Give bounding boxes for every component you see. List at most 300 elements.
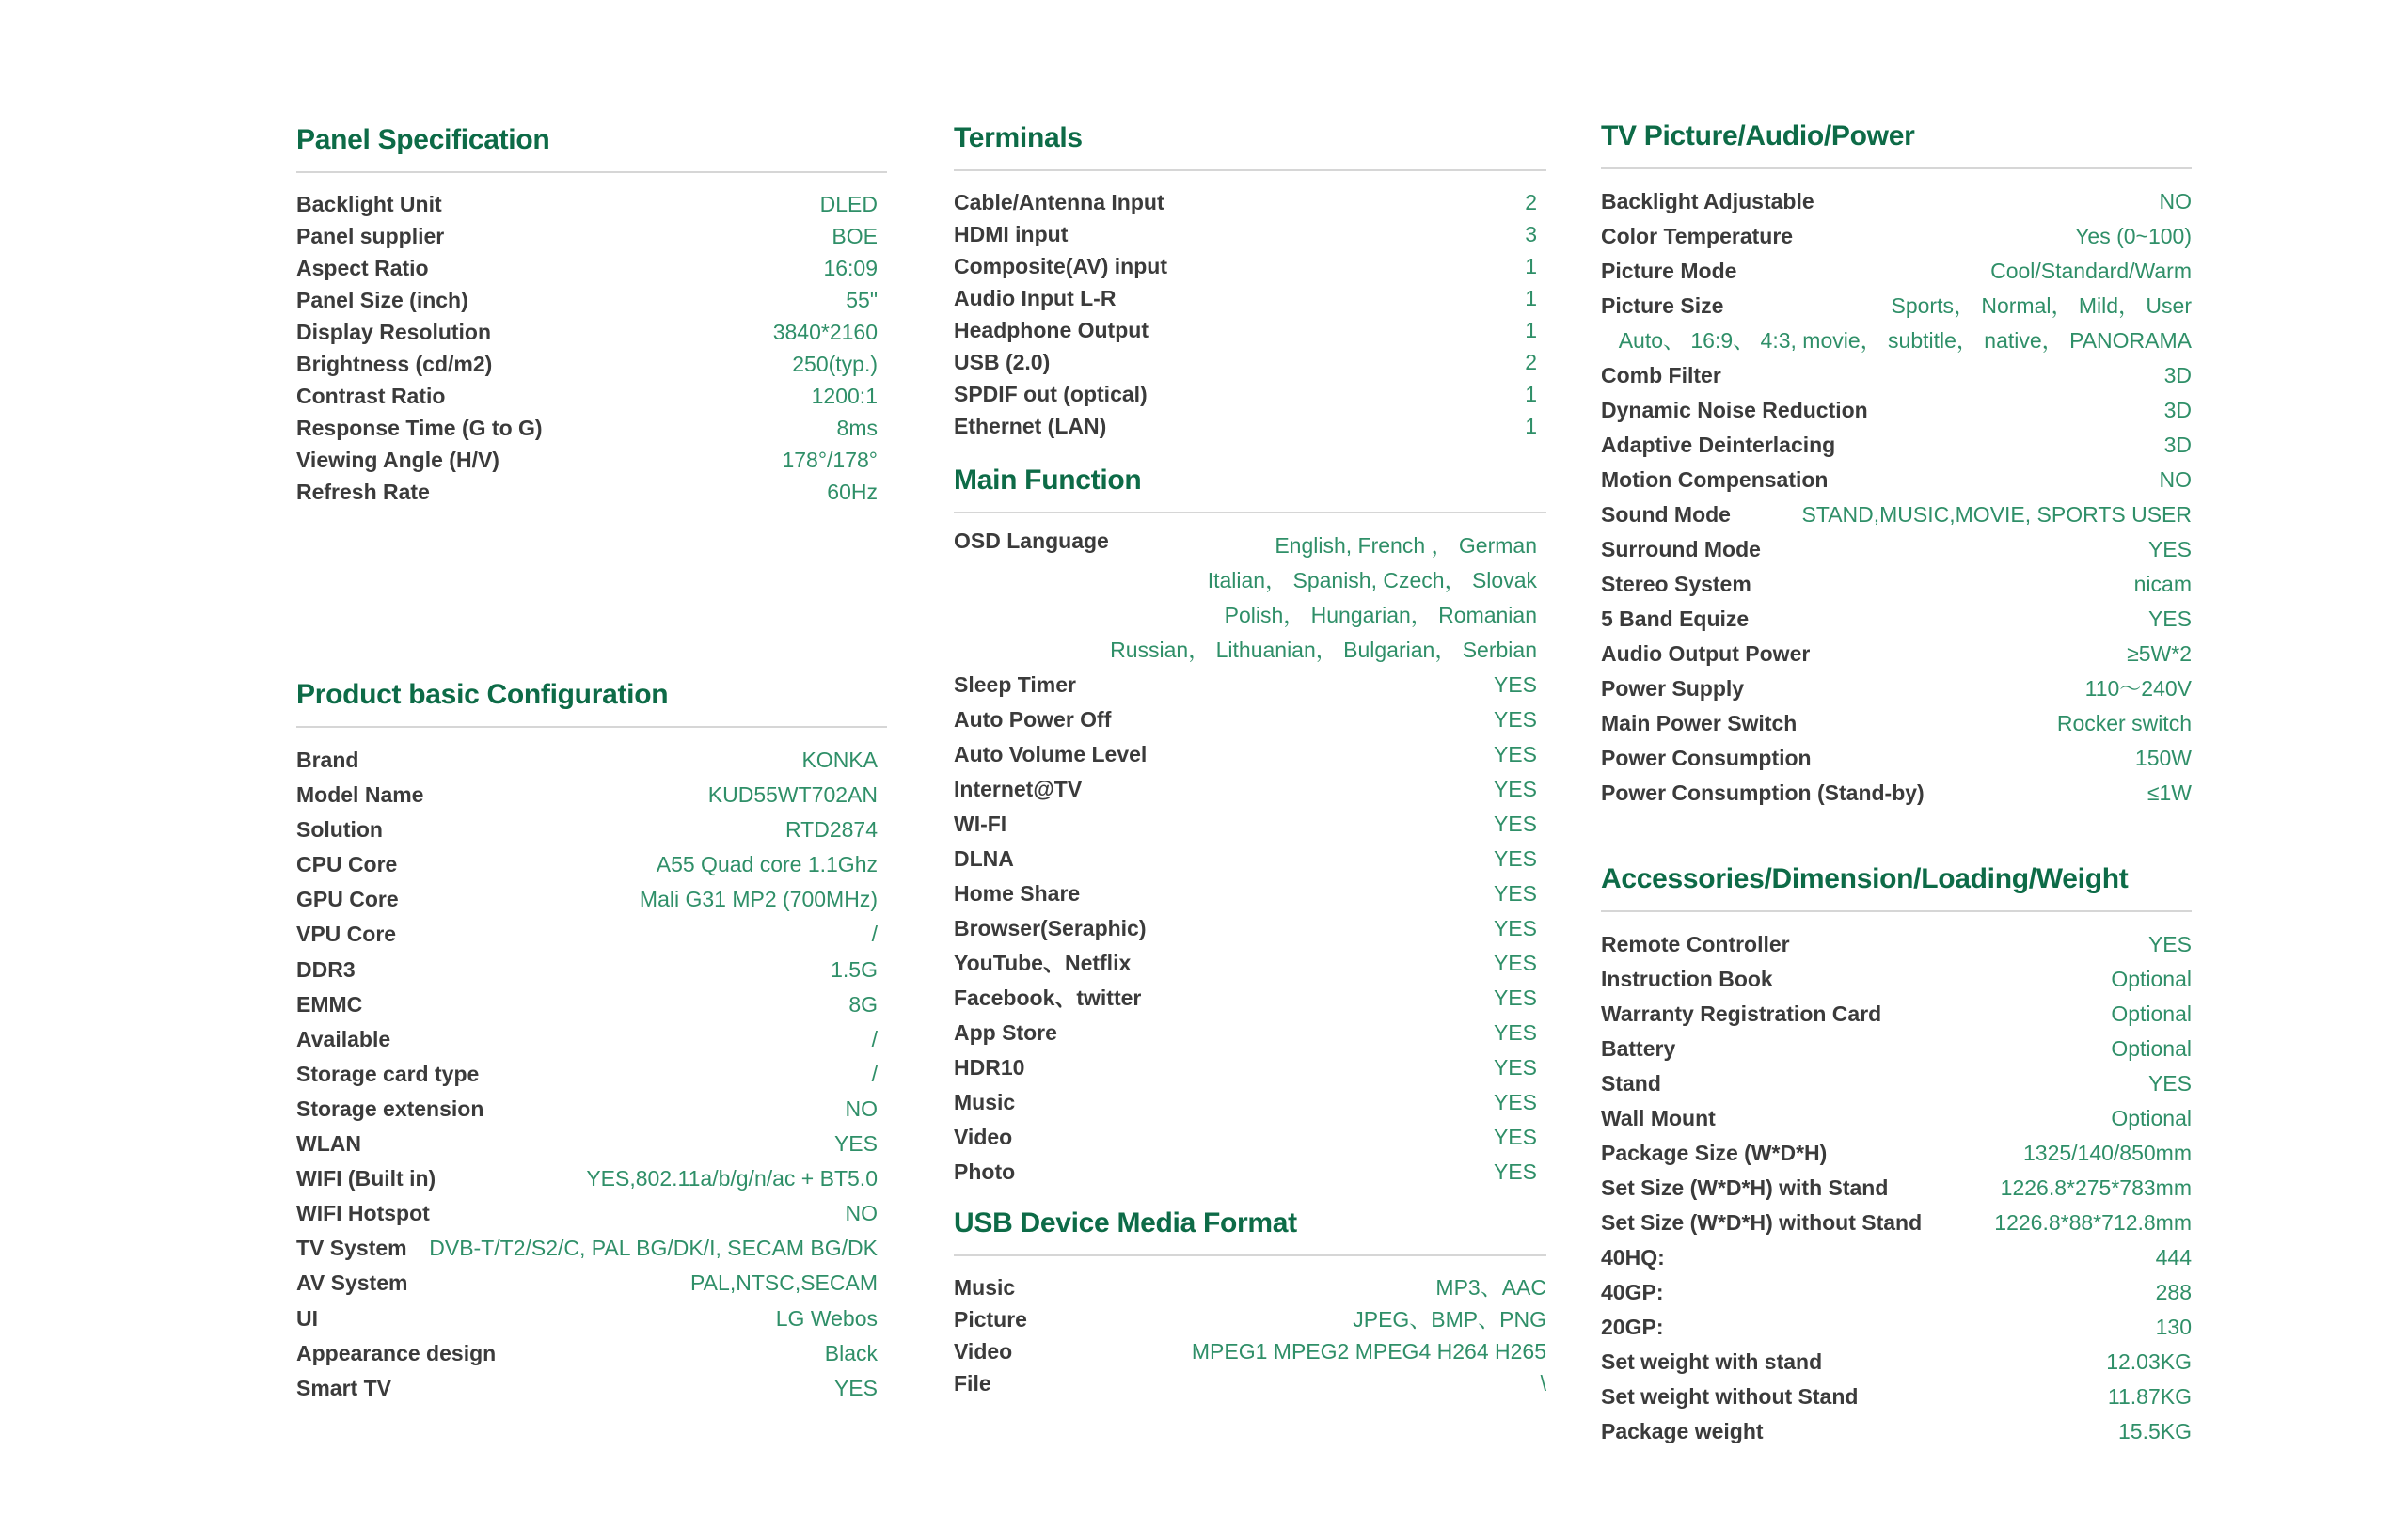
spec-value: YES [1493,742,1537,766]
spec-value: 3 [1525,222,1537,246]
spec-row [1601,1275,2192,1310]
spec-label: Appearance design [296,1340,497,1365]
spec-label: Composite(AV) input [954,254,1167,278]
spec-row [1601,532,2192,567]
spec-value: 55" [846,288,878,312]
spec-value: YES [1493,951,1537,975]
spec-row [296,812,878,847]
spec-row [296,1231,878,1266]
spec-row [954,737,1537,772]
spec-value: MP3、AAC [1435,1275,1546,1300]
spec-row [1601,463,2192,497]
spec-label: 40GP: [1601,1280,1664,1304]
spec-label: Refresh Rate [296,480,430,504]
spec-row [1601,219,2192,254]
spec-value: 150W [2134,746,2192,770]
spec-label: Cable/Antenna Input [954,190,1164,214]
spec-label: Main Power Switch [1601,711,1798,735]
spec-value: 110～240V [2084,676,2192,701]
spec-label: CPU Core [296,852,398,877]
spec-row [296,1266,878,1301]
spec-row [1601,1136,2192,1171]
main-function-title: Main Function [954,465,1142,496]
divider [954,169,1546,171]
spec-label: Power Consumption [1601,746,1812,770]
spec-value: RTD2874 [784,817,878,843]
spec-label: Remote Controller [1601,932,1790,956]
spec-row [1601,184,2192,219]
spec-value: NO [2159,467,2192,492]
spec-label: Dynamic Noise Reduction [1601,398,1868,422]
spec-label: Video [954,1125,1013,1149]
spec-row [954,346,1537,378]
spec-label: Music [954,1275,1016,1300]
spec-row [1601,997,2192,1032]
spec-row [1601,637,2192,671]
spec-label: Instruction Book [1601,967,1773,991]
spec-value: 1 [1525,318,1537,342]
divider [296,726,887,728]
divider [296,171,887,173]
spec-label: Package weight [1601,1419,1764,1443]
spec-row [954,981,1537,1016]
spec-value: / [871,922,878,947]
spec-value: 3D [2163,363,2192,387]
spec-row [296,316,878,348]
spec-row [954,876,1537,911]
osd-language-values [1110,528,1537,668]
spec-row [1601,1171,2192,1206]
picture-size-value: Sports， Normal， Mild， User [1891,293,2192,318]
spec-value: 60Hz [827,480,878,504]
spec-value: 1 [1525,414,1537,438]
spec-label: 20GP: [1601,1315,1664,1339]
accessories-title: Accessories/Dimension/Loading/Weight [1601,863,2129,894]
spec-label: Power Supply [1601,676,1745,701]
spec-value: Optional [2111,1036,2192,1061]
spec-value: A55 Quad core 1.1Ghz [656,852,878,877]
spec-row [954,1271,1546,1303]
basic-config-section [296,679,887,1406]
spec-row [1601,1101,2192,1136]
spec-row [296,188,878,220]
spec-row [296,252,878,284]
spec-value: YES [1493,1020,1537,1045]
divider [954,1254,1546,1256]
accessories-section [1601,863,2192,1449]
spec-label: Sound Mode [1601,502,1731,527]
spec-value: KUD55WT702AN [707,782,878,808]
spec-label: Surround Mode [1601,537,1761,561]
spec-label: 5 Band Equize [1601,607,1750,631]
spec-label: Internet@TV [954,777,1083,801]
spec-label: GPU Core [296,887,399,912]
spec-label: UI [296,1305,318,1331]
spec-value: / [871,1026,878,1051]
spec-row [296,847,878,882]
spec-row [296,882,878,917]
spec-row [1601,1240,2192,1275]
spec-label: Contrast Ratio [296,384,446,408]
spec-value: ≤1W [2147,781,2192,805]
spec-label: File [954,1371,991,1396]
spec-label: Audio Output Power [1601,641,1811,666]
spec-value: ≥5W*2 [2127,641,2192,666]
spec-label: Stereo System [1601,572,1751,596]
spec-label: Picture [954,1307,1027,1332]
spec-value: Yes (0~100) [2075,224,2192,248]
spec-row [954,946,1537,981]
spec-label: Stand [1601,1071,1661,1096]
spec-value: DLED [819,192,878,216]
spec-row [1601,1380,2192,1414]
spec-value: YES [1493,812,1537,836]
spec-row [1601,1066,2192,1101]
main-function-rows [954,668,1537,1190]
spec-label: Aspect Ratio [296,256,429,280]
panel-spec-section [296,124,887,508]
spec-row [296,778,878,812]
spec-value: YES [1493,1159,1537,1184]
spec-value: nicam [2133,572,2192,596]
spec-label: Viewing Angle (H/V) [296,448,499,472]
spec-row [1601,567,2192,602]
spec-label: Photo [954,1159,1016,1184]
spec-row [954,1120,1537,1155]
spec-label: Available [296,1026,391,1051]
spec-value: NO [845,1201,878,1226]
tv-picture-rows-before [1601,184,2192,289]
spec-label: Motion Compensation [1601,467,1829,492]
spec-label: YouTube、Netflix [954,951,1132,975]
spec-value: Optional [2111,1002,2192,1026]
spec-label: WIFI Hotspot [296,1201,430,1226]
spec-label: Storage card type [296,1061,480,1086]
spec-value: Optional [2111,1106,2192,1130]
spec-label: Response Time (G to G) [296,416,543,440]
spec-label: WIFI (Built in) [296,1166,436,1191]
spec-value: 1226.8*88*712.8mm [1994,1210,2192,1235]
spec-label: Set Size (W*D*H) with Stand [1601,1175,1889,1200]
spec-label: HDR10 [954,1055,1025,1080]
spec-value: YES [2147,932,2192,956]
spec-row [1601,393,2192,428]
spec-row [296,1022,878,1057]
spec-row [954,702,1537,737]
spec-label: Panel Size (inch) [296,288,468,312]
spec-label: Home Share [954,881,1081,906]
tv-picture-section [1601,120,2192,811]
basic-config-title: Product basic Configuration [296,679,669,710]
spec-value: MPEG1 MPEG2 MPEG4 H264 H265 [1191,1339,1546,1364]
terminals-section [954,122,1546,442]
spec-value: 8ms [836,416,878,440]
spec-label: Set Size (W*D*H) without Stand [1601,1210,1923,1235]
spec-value: \ [1540,1371,1546,1396]
spec-label: Backlight Unit [296,192,442,216]
spec-row [1601,1414,2192,1449]
spec-label: Display Resolution [296,320,492,344]
spec-value: 3D [2163,433,2192,457]
picture-size-value: Auto、 16:9、 4:3, movie， subtitle， native， PANORAMA [1618,328,2192,353]
usb-media-rows [954,1271,1546,1399]
spec-row [954,378,1537,410]
spec-row [296,220,878,252]
spec-value: 11.87KG [2107,1384,2192,1409]
spec-label: Facebook、twitter [954,986,1142,1010]
spec-row [954,911,1537,946]
spec-row [1601,741,2192,776]
spec-value: YES [2147,1071,2192,1096]
spec-label: DDR3 [296,956,356,982]
spec-row [296,444,878,476]
osd-language-line: Russian， Lithuanian， Bulgarian， Serbian [1110,638,1537,662]
spec-row [954,842,1537,876]
spec-value: YES,802.11a/b/g/n/ac + BT5.0 [586,1166,878,1191]
spec-row [296,380,878,412]
osd-language-label: OSD Language [954,528,1109,553]
spec-row [1601,927,2192,962]
spec-row [1601,1310,2192,1345]
spec-value: KONKA [801,748,878,772]
spec-value: 1 [1525,286,1537,310]
spec-value: NO [2159,189,2192,213]
spec-row [1601,706,2192,741]
spec-label: Model Name [296,782,424,808]
spec-value: 1.5G [831,956,878,982]
spec-row [954,218,1537,250]
spec-label: Ethernet (LAN) [954,414,1107,438]
spec-value: 178°/178° [782,448,878,472]
spec-value: 1325/140/850mm [2022,1141,2192,1165]
terminals-title: Terminals [954,122,1083,153]
spec-row [296,348,878,380]
spec-label: App Store [954,1020,1057,1045]
spec-row [954,250,1537,282]
spec-value: Rocker switch [2056,711,2192,735]
tv-picture-title: TV Picture/Audio/Power [1601,120,1915,151]
spec-row [954,1303,1546,1335]
spec-row [954,1050,1537,1085]
spec-value: YES [833,1131,878,1157]
spec-row [1601,776,2192,811]
spec-row [954,1016,1537,1050]
spec-value: YES [833,1375,878,1400]
spec-label: SPDIF out (optical) [954,382,1148,406]
spec-row [954,772,1537,807]
spec-label: Brand [296,748,359,772]
spec-row [1601,1032,2192,1066]
spec-row [296,1336,878,1371]
spec-value: YES [1493,672,1537,697]
spec-row [1601,428,2192,463]
spec-value: JPEG、BMP、PNG [1353,1307,1546,1332]
spec-row [296,1127,878,1161]
spec-row [954,1155,1537,1190]
basic-config-rows [296,743,887,1406]
osd-language-row [954,528,1537,668]
spec-value: YES [1493,707,1537,732]
spec-row [296,1371,878,1406]
terminals-rows [954,186,1546,442]
divider [1601,910,2192,912]
spec-row [954,1085,1537,1120]
spec-label: Adaptive Deinterlacing [1601,433,1836,457]
spec-label: 40HQ: [1601,1245,1665,1270]
spec-label: Set weight without Stand [1601,1384,1859,1409]
spec-value: 1200:1 [811,384,878,408]
divider [1601,167,2192,169]
spec-label: HDMI input [954,222,1069,246]
spec-row [1601,671,2192,706]
spec-label: Color Temperature [1601,224,1794,248]
spec-row [954,186,1537,218]
spec-label: VPU Core [296,922,397,947]
spec-value: YES [1493,916,1537,940]
spec-label: Picture Mode [1601,259,1737,283]
usb-media-title: USB Device Media Format [954,1207,1297,1238]
spec-value: Black [824,1340,878,1365]
spec-row [296,476,878,508]
spec-value: 288 [2155,1280,2192,1304]
spec-row [954,1367,1546,1399]
spec-value: YES [2147,537,2192,561]
spec-value: YES [2147,607,2192,631]
spec-value: 3D [2163,398,2192,422]
tv-picture-rows-after [1601,358,2192,811]
spec-value: Cool/Standard/Warm [1990,259,2192,283]
spec-label: Audio Input L-R [954,286,1117,310]
spec-value: 15.5KG [2118,1419,2192,1443]
spec-row [1601,1206,2192,1240]
spec-value: BOE [832,224,878,248]
spec-value: DVB-T/T2/S2/C, PAL BG/DK/I, SECAM BG/DK [429,1236,878,1261]
spec-row [296,412,878,444]
spec-value: YES [1493,986,1537,1010]
spec-value: YES [1493,1055,1537,1080]
spec-label: Storage extension [296,1096,484,1121]
spec-value: LG Webos [775,1305,878,1331]
spec-label: WLAN [296,1131,361,1157]
spec-value: Mali G31 MP2 (700MHz) [639,887,878,912]
spec-label: TV System [296,1236,407,1261]
spec-value: 12.03KG [2106,1349,2192,1374]
spec-value: 2 [1525,350,1537,374]
spec-label: Panel supplier [296,224,445,248]
spec-value: 8G [848,991,878,1017]
spec-row [1601,1345,2192,1380]
osd-language-line: Italian， Spanish, Czech， Slovak [1207,568,1537,592]
spec-value: NO [845,1096,878,1121]
spec-row [1601,358,2192,393]
spec-row [1601,962,2192,997]
spec-label: Smart TV [296,1375,391,1400]
spec-row [1601,254,2192,289]
spec-label: Music [954,1090,1016,1114]
accessories-rows [1601,927,2192,1449]
spec-label: WI-FI [954,812,1007,836]
spec-row [296,1057,878,1092]
spec-label: Set weight with stand [1601,1349,1823,1374]
spec-value: 130 [2155,1315,2192,1339]
spec-row [296,917,878,952]
spec-row [296,953,878,987]
spec-value: 1226.8*275*783mm [2000,1175,2192,1200]
divider [954,512,1546,513]
picture-size-label: Picture Size [1601,293,1724,318]
spec-label: AV System [296,1270,408,1296]
spec-value: 1 [1525,382,1537,406]
spec-label: Package Size (W*D*H) [1601,1141,1828,1165]
usb-media-section [954,1207,1546,1399]
spec-label: Sleep Timer [954,672,1076,697]
spec-label: Backlight Adjustable [1601,189,1814,213]
spec-label: Headphone Output [954,318,1149,342]
spec-value: YES [1493,846,1537,871]
spec-row [954,410,1537,442]
panel-spec-rows [296,188,887,508]
spec-value: 16:09 [823,256,878,280]
spec-row [954,282,1537,314]
main-function-section [954,465,1546,1190]
spec-label: Auto Power Off [954,707,1112,732]
spec-label: Battery [1601,1036,1676,1061]
spec-value: 1 [1525,254,1537,278]
spec-row [1601,602,2192,637]
spec-label: Video [954,1339,1013,1364]
spec-row [954,1335,1546,1367]
spec-row [296,1301,878,1336]
spec-value: 250(typ.) [792,352,878,376]
spec-label: Warranty Registration Card [1601,1002,1882,1026]
spec-row [954,807,1537,842]
spec-value: YES [1493,1090,1537,1114]
spec-label: USB (2.0) [954,350,1051,374]
spec-label: Auto Volume Level [954,742,1148,766]
spec-value: YES [1493,777,1537,801]
spec-label: EMMC [296,991,363,1017]
spec-value: STAND,MUSIC,MOVIE, SPORTS USER [1801,502,2192,527]
spec-value: 444 [2155,1245,2192,1270]
osd-language-line: Polish， Hungarian， Romanian [1224,603,1537,627]
spec-row [296,987,878,1022]
osd-language-line: English, French ， German [1275,533,1537,558]
spec-row [296,743,878,778]
spec-row [296,1196,878,1231]
spec-value: 3840*2160 [772,320,878,344]
spec-label: Browser(Seraphic) [954,916,1147,940]
spec-row [1601,497,2192,532]
spec-label: Power Consumption (Stand-by) [1601,781,1925,805]
spec-row [296,1092,878,1127]
spec-value: YES [1493,1125,1537,1149]
spec-label: Wall Mount [1601,1106,1716,1130]
spec-label: Comb Filter [1601,363,1721,387]
panel-spec-title: Panel Specification [296,124,550,155]
spec-row [954,314,1537,346]
spec-value: YES [1493,881,1537,906]
spec-value: / [871,1061,878,1086]
spec-label: Solution [296,817,383,843]
spec-value: 2 [1525,190,1537,214]
spec-row [954,668,1537,702]
spec-label: DLNA [954,846,1014,871]
spec-row [296,1161,878,1196]
picture-size-row [1601,289,2192,358]
spec-value: Optional [2111,967,2192,991]
spec-value: PAL,NTSC,SECAM [690,1270,878,1296]
spec-label: Brightness (cd/m2) [296,352,493,376]
